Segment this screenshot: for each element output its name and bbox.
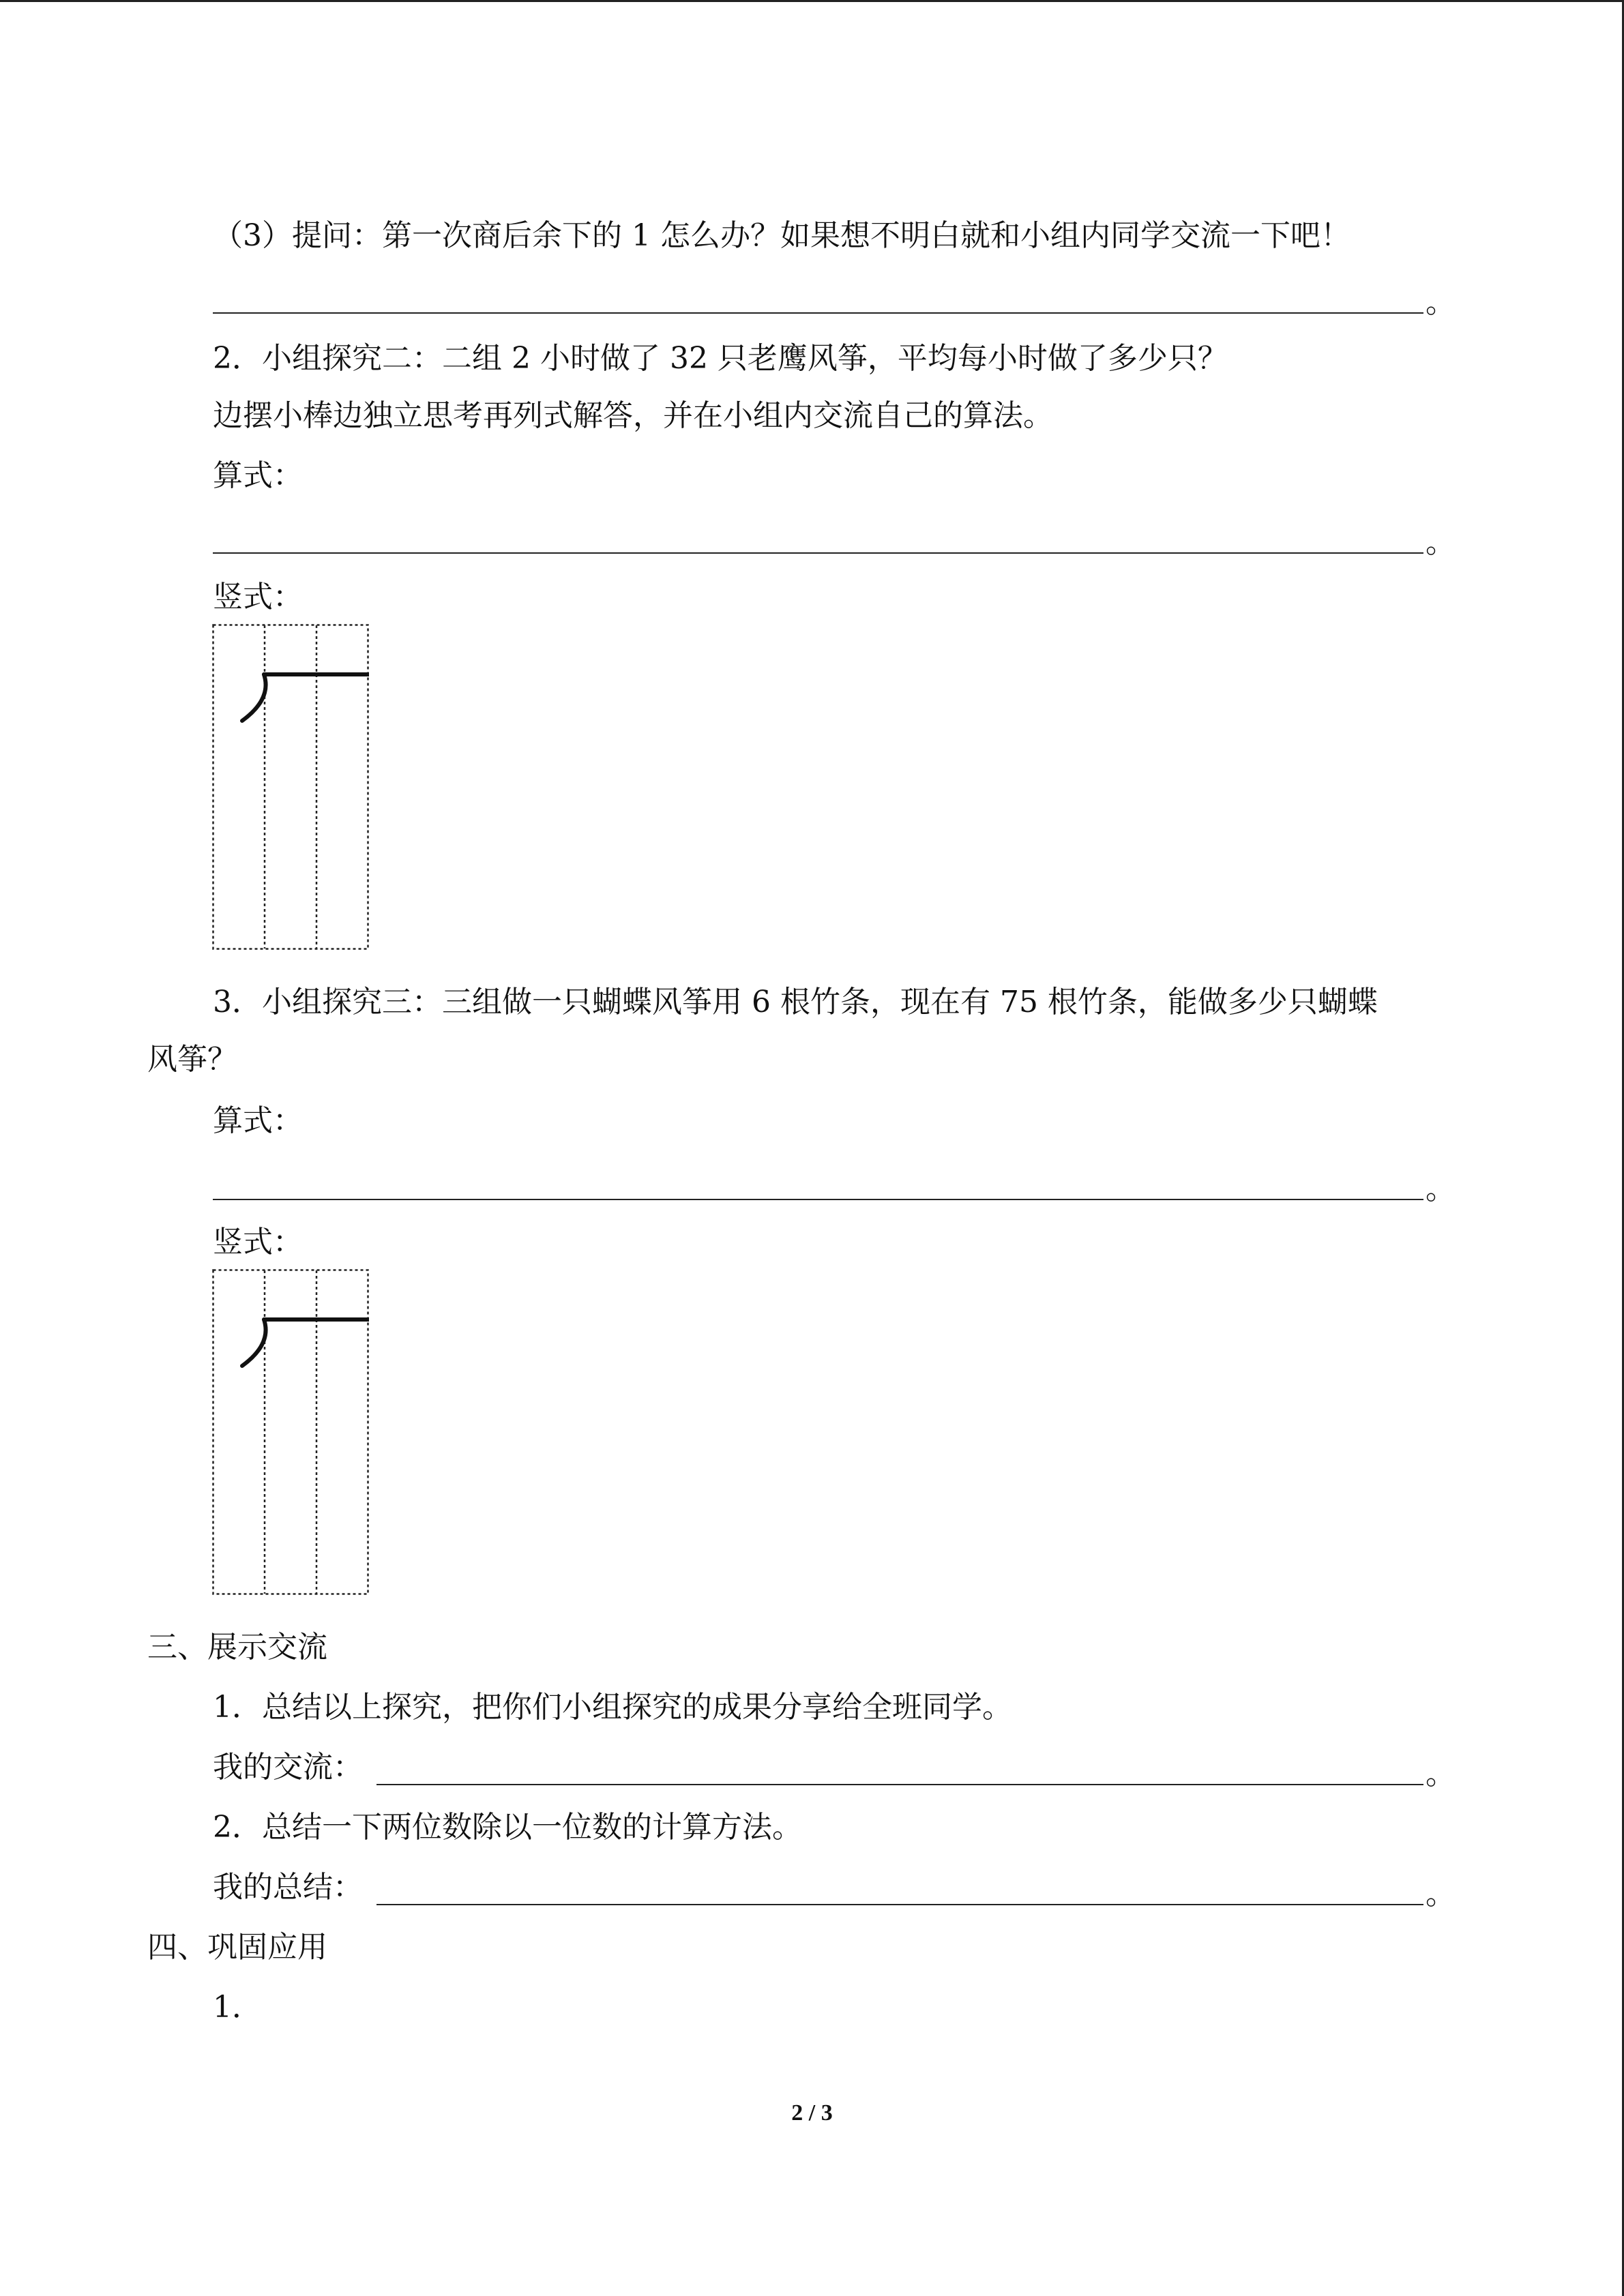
division-bracket-icon <box>242 1320 266 1366</box>
long-division-grid-2[interactable] <box>212 624 369 950</box>
exploration-3-formula-label: 算式： <box>213 1103 303 1138</box>
question-3-prompt: （3）提问：第一次商后余下的 1 怎么办？如果想不明白就和小组内同学交流一下吧！ <box>213 218 1350 253</box>
answer-line-formula-3-period: 。 <box>1426 1172 1456 1206</box>
answer-line-formula-2-period: 。 <box>1426 525 1456 560</box>
answer-line-share-period: 。 <box>1426 1757 1456 1791</box>
answer-line-summary-period: 。 <box>1426 1877 1456 1911</box>
division-bracket-icon <box>242 674 266 721</box>
page-border-top <box>0 0 1624 2</box>
section-3-heading: 三、展示交流 <box>147 1630 327 1665</box>
answer-line-share[interactable] <box>377 1784 1423 1785</box>
exploration-2-title: 2．小组探究二：二组 2 小时做了 32 只老鹰风筝，平均每小时做了多少只？ <box>213 341 1228 376</box>
exploration-3-title-cont: 风筝？ <box>147 1042 237 1077</box>
answer-line-formula-2[interactable] <box>213 552 1423 554</box>
exploration-2-formula-label: 算式： <box>213 458 303 493</box>
answer-line-q3-period: 。 <box>1426 285 1456 320</box>
my-share-label: 我的交流： <box>213 1750 363 1785</box>
section-4-heading: 四、巩固应用 <box>147 1930 327 1965</box>
answer-line-formula-3[interactable] <box>213 1199 1423 1200</box>
page-indicator: 2 / 3 <box>791 2100 833 2126</box>
long-division-grid-3[interactable] <box>212 1269 369 1595</box>
exploration-3-vertical-label: 竖式： <box>213 1225 303 1259</box>
exploration-3-title: 3．小组探究三：三组做一只蝴蝶风筝用 6 根竹条，现在有 75 根竹条，能做多少只蝴蝶 <box>213 985 1378 1019</box>
consolidate-item-1: 1． <box>213 1990 262 2025</box>
long-division-grid-3-drawing <box>212 1269 369 1595</box>
exploration-2-instruction: 边摆小棒边独立思考再列式解答，并在小组内交流自己的算法。 <box>213 398 1053 433</box>
exploration-2-vertical-label: 竖式： <box>213 580 303 614</box>
my-summary-label: 我的总结： <box>213 1870 363 1905</box>
answer-line-q3[interactable] <box>213 312 1423 314</box>
answer-line-summary[interactable] <box>377 1904 1423 1905</box>
long-division-grid-2-drawing <box>212 624 369 950</box>
share-item: 1．总结以上探究，把你们小组探究的成果分享给全班同学。 <box>213 1690 1012 1725</box>
summary-item: 2．总结一下两位数除以一位数的计算方法。 <box>213 1810 802 1845</box>
